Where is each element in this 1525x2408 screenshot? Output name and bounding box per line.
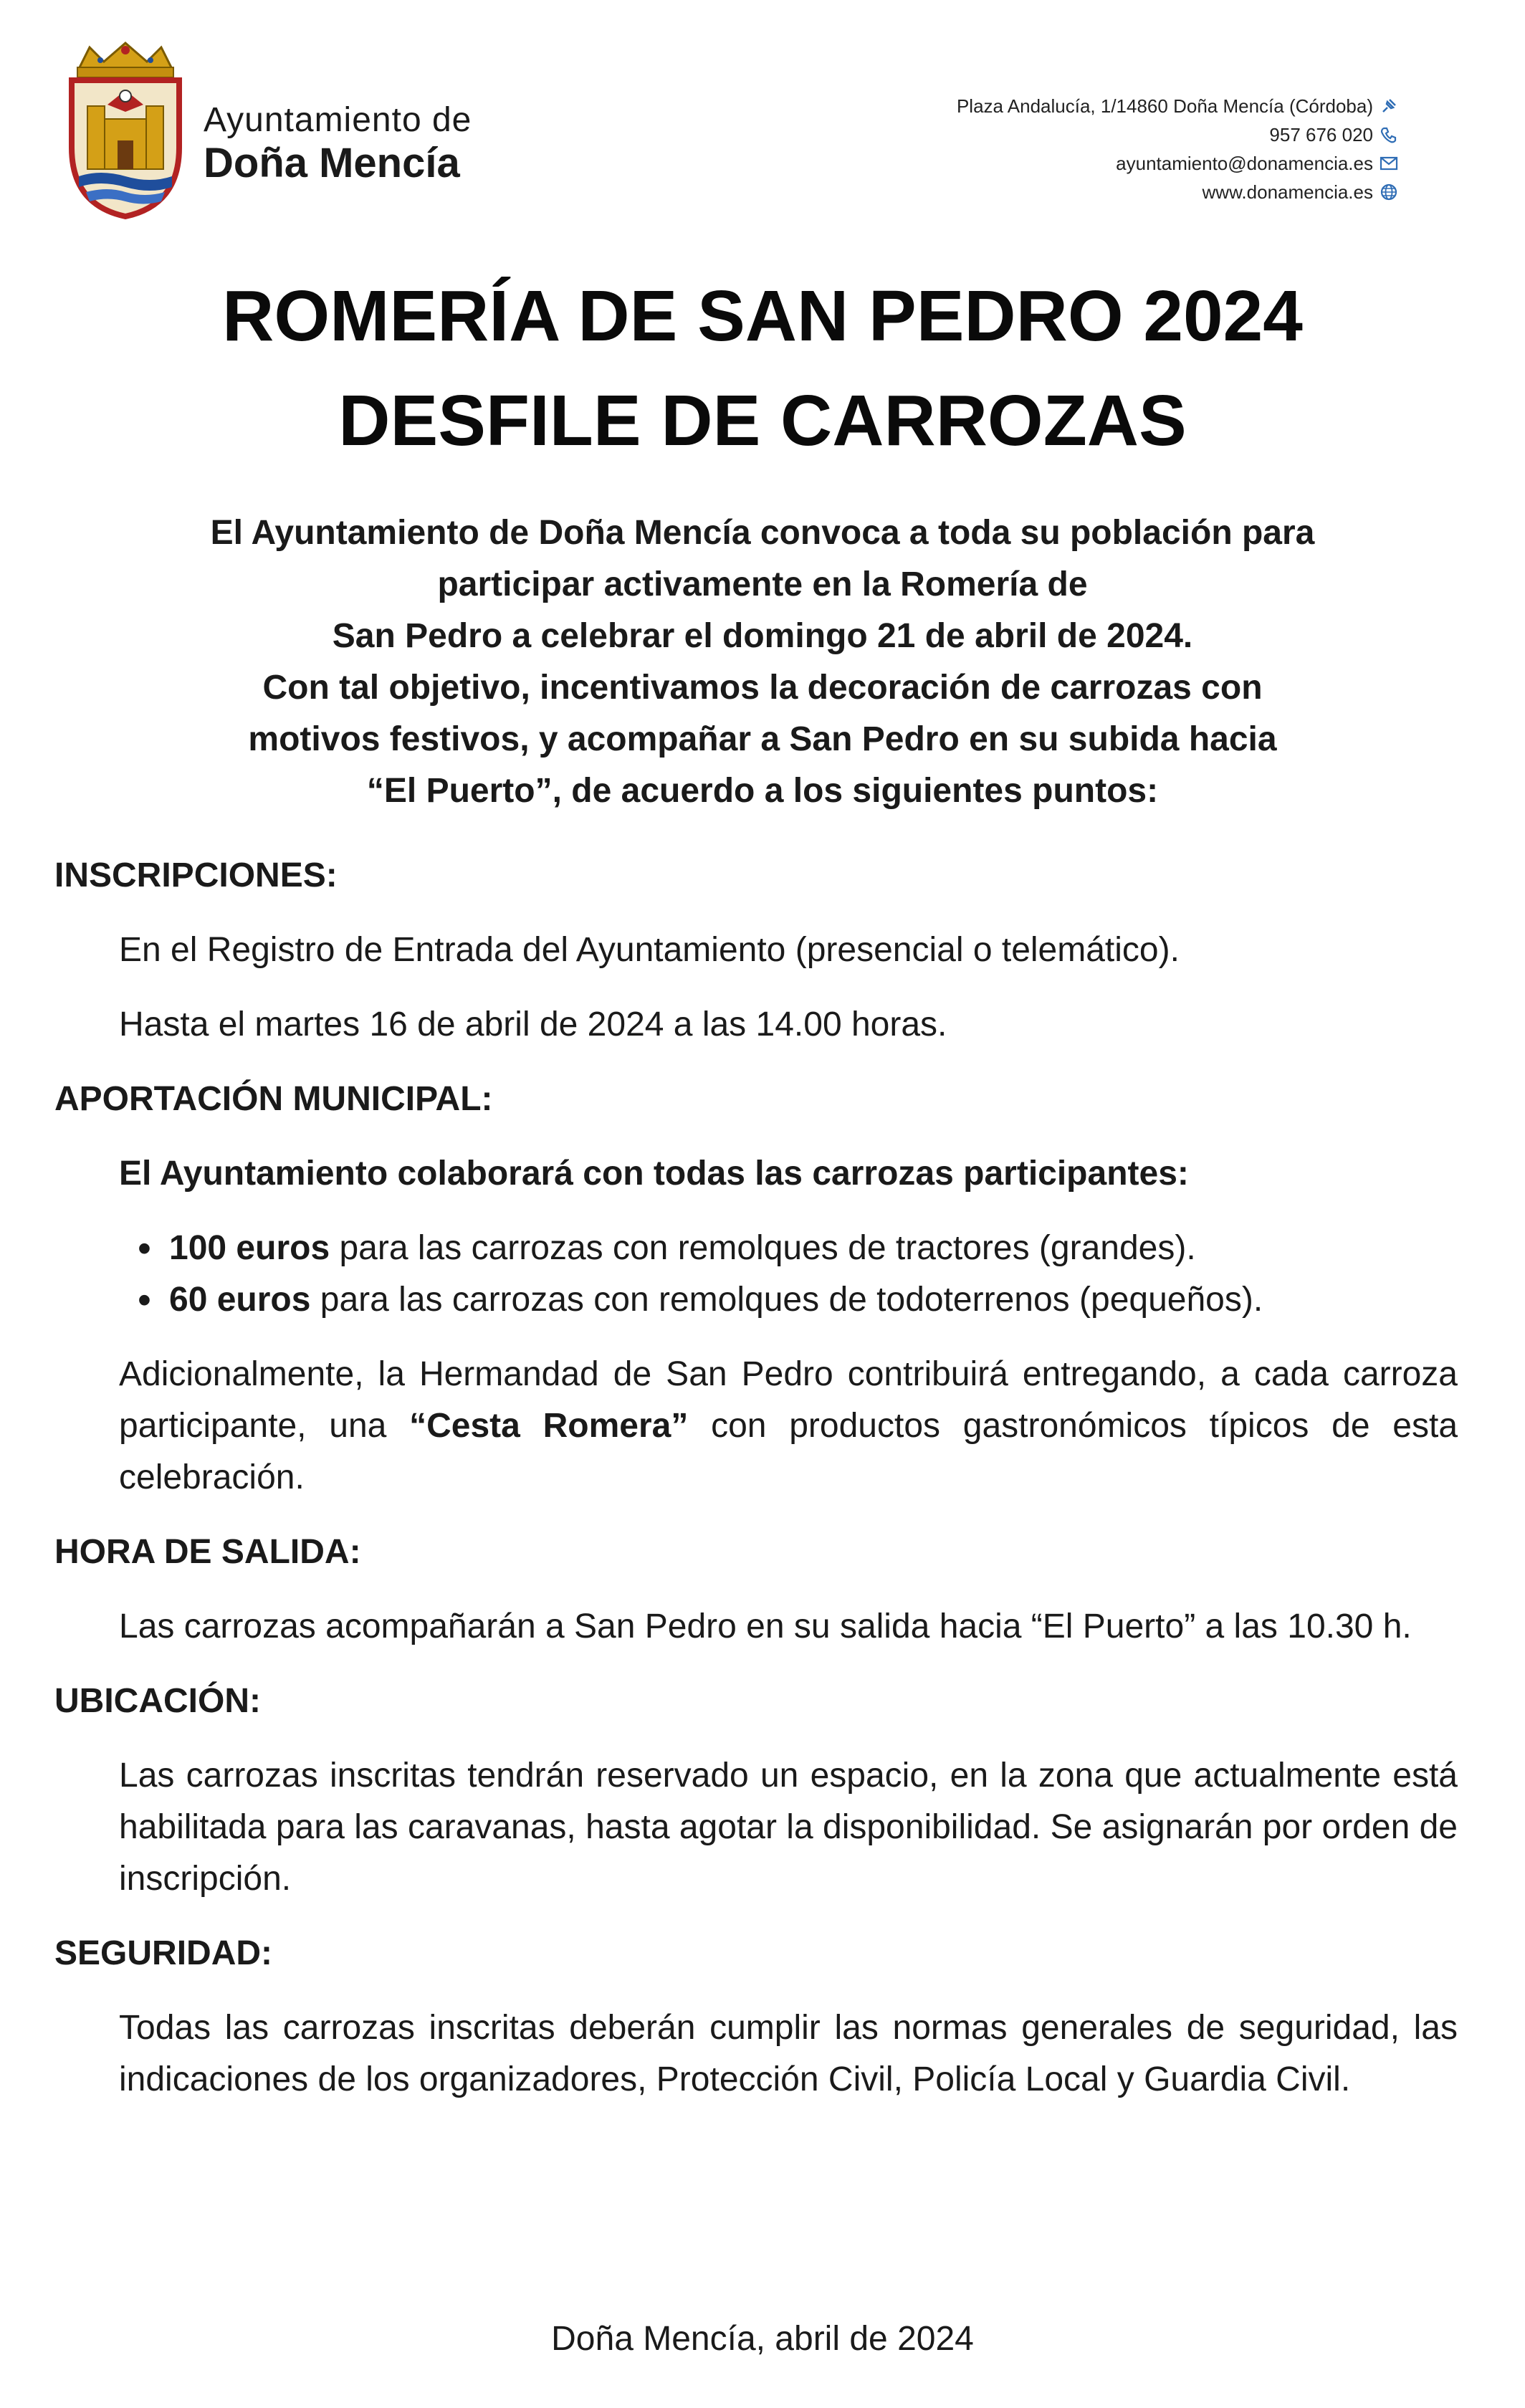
list-item [169, 1274, 1471, 1326]
intro-line: “El Puerto”, de acuerdo a los siguientes puntos: [366, 772, 1159, 810]
extra-post: con productos gastronómicos típicos de esta celebración. [119, 1407, 1458, 1496]
section-heading-aportacion: APORTACIÓN MUNICIPAL: [54, 1080, 493, 1118]
org-line1: Ayuntamiento de [204, 101, 472, 139]
section-heading-seguridad: SEGURIDAD: [54, 1934, 273, 1972]
extra-bold: “Cesta Romera” [409, 1407, 689, 1445]
intro-line: motivos festivos, y acompañar a San Pedro en su subida hacia [248, 720, 1277, 758]
title-line2: DESFILE DE CARROZAS [338, 381, 1187, 461]
section-heading-hora: HORA DE SALIDA: [54, 1533, 361, 1571]
organization-name [204, 100, 472, 188]
contact-address [957, 92, 1399, 120]
inscripciones-registro: En el Registro de Entrada del Ayuntamiento (presencial o telemático). [119, 931, 1180, 969]
email-icon [1379, 153, 1399, 173]
list-item [169, 1223, 1471, 1274]
address-text: Plaza Andalucía, 1/14860 Doña Mencía (Córdoba) [956, 95, 1373, 117]
phone-text: 957 676 020 [1269, 124, 1373, 145]
contact-block [957, 92, 1399, 206]
section-heading-ubicacion: UBICACIÓN: [54, 1682, 261, 1720]
intro-line: participar activamente en la Romería de [437, 565, 1088, 603]
pin-icon [1379, 96, 1399, 116]
phone-icon [1379, 125, 1399, 145]
intro-paragraph [129, 507, 1396, 817]
ubicacion-text: Las carrozas inscritas tendrán reservado un espacio, en la zona que actualmente está habilitada para las caravanas, hasta agotar la disponibilidad. Se asignarán por orden de inscripción. [119, 1757, 1458, 1898]
bullet2-text: para las carrozas con remolques de todoterrenos (pequeños). [310, 1281, 1263, 1319]
email-text: ayuntamiento@donamencia.es [1116, 153, 1373, 174]
contact-web [957, 178, 1399, 206]
hora-text: Las carrozas acompañarán a San Pedro en su salida hacia “El Puerto” a las 10.30 h. [119, 1607, 1412, 1645]
aportacion-list [169, 1223, 1471, 1326]
contact-phone [957, 120, 1399, 149]
intro-line: San Pedro a celebrar el domingo 21 de abril de 2024. [332, 617, 1193, 655]
inscripciones-plazo: Hasta el martes 16 de abril de 2024 a las 14.00 horas. [119, 1005, 947, 1043]
extra-pre: Adicionalmente, la Hermandad de San Pedro contribuirá entregando, a cada carroza participante, una [119, 1355, 1458, 1445]
intro-line: El Ayuntamiento de Doña Mencía convoca a toda su población para [210, 514, 1315, 552]
web-text: www.donamencia.es [1202, 181, 1373, 203]
aportacion-lead: El Ayuntamiento colaborará con todas las carrozas participantes: [119, 1155, 1189, 1193]
footer-date: Doña Mencía, abril de 2024 [551, 2320, 974, 2358]
aportacion-extra [119, 1349, 1458, 1504]
title-line1: ROMERÍA DE SAN PEDRO 2024 [222, 276, 1303, 356]
document-title [0, 264, 1525, 473]
section-heading-inscripciones: INSCRIPCIONES: [54, 856, 338, 894]
contact-email [957, 149, 1399, 178]
crest-icon [57, 40, 193, 219]
org-line2: Doña Mencía [204, 140, 460, 187]
bullet2-amount: 60 euros [169, 1281, 311, 1319]
intro-line: Con tal objetivo, incentivamos la decoración de carrozas con [262, 669, 1263, 707]
seguridad-text: Todas las carrozas inscritas deberán cumplir las normas generales de seguridad, las indicaciones de los organizadores, Protección Civil, Policía Local y Guardia Civil. [119, 2009, 1458, 2098]
globe-icon [1379, 182, 1399, 202]
document-body [54, 850, 1471, 2106]
bullet1-amount: 100 euros [169, 1229, 330, 1267]
bullet1-text: para las carrozas con remolques de tractores (grandes). [330, 1229, 1196, 1267]
